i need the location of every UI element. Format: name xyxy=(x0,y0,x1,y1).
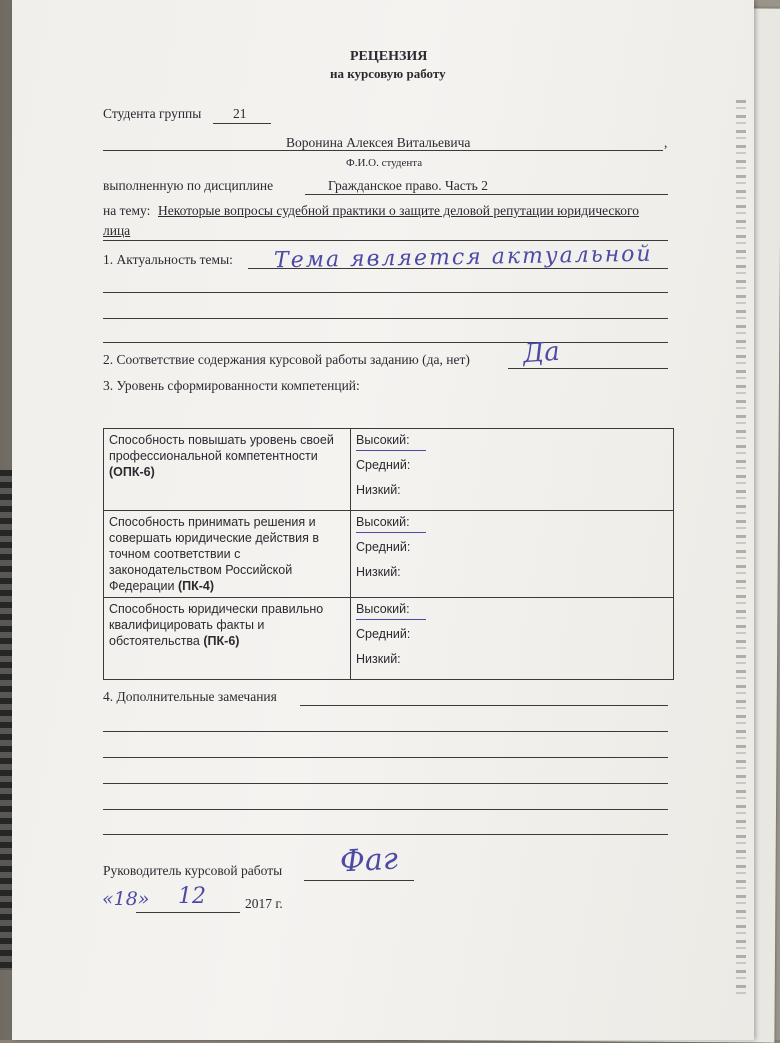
date-year: 2017 г. xyxy=(245,896,283,911)
competency-levels-cell xyxy=(351,511,674,598)
topic-value-line2: лица xyxy=(103,223,131,238)
discipline-label: выполненную по дисциплине xyxy=(103,178,274,193)
student-group-underline xyxy=(213,123,271,124)
item4-blank-line-1 xyxy=(103,731,668,732)
topic-label: на тему: xyxy=(103,203,151,218)
supervisor-label: Руководитель курсовой работы xyxy=(103,863,283,878)
selected-level-mark xyxy=(356,450,426,451)
supervisor-signature-line xyxy=(304,880,414,881)
competency-name: Способность принимать решения и совершать юридические действия в точном соответствии с законодательством Российской Федерации xyxy=(109,515,320,593)
competency-code: (ПК-4) xyxy=(177,579,215,593)
item4-blank-line-4 xyxy=(103,809,668,810)
item4-blank-line-3 xyxy=(103,783,668,784)
competency-name-cell xyxy=(104,598,351,680)
level-high: Высокий: xyxy=(356,514,668,539)
date-month-underline xyxy=(136,912,240,913)
scan-edge-artifact xyxy=(736,100,746,1000)
competency-code: (ПК-6) xyxy=(203,634,240,648)
item1-blank-line-2 xyxy=(103,318,668,319)
competency-row xyxy=(104,429,674,511)
item4-label: 4. Дополнительные замечания xyxy=(103,689,277,704)
item3-label: 3. Уровень сформированности компетенций: xyxy=(103,378,360,393)
level-medium: Средний: xyxy=(356,627,411,641)
competency-name-cell xyxy=(104,429,351,511)
level-medium: Средний: xyxy=(356,458,411,472)
supervisor-signature: Фаг xyxy=(339,841,399,880)
date-day: «18» xyxy=(102,888,150,910)
item4-underline xyxy=(300,705,668,706)
level-high: Высокий: xyxy=(356,432,668,457)
item4-blank-line-2 xyxy=(103,757,668,758)
competency-row xyxy=(104,511,674,598)
date-month: 12 xyxy=(178,884,206,909)
topic-underline xyxy=(103,240,668,241)
selected-level-mark xyxy=(356,619,426,620)
level-low: Низкий: xyxy=(356,652,401,666)
topic-value-line1: Некоторые вопросы судебной практики о защите деловой репутации юридического xyxy=(158,203,639,218)
competency-code: (ОПК-6) xyxy=(109,465,155,479)
item4-blank-line-5 xyxy=(103,834,668,835)
level-low: Низкий: xyxy=(356,483,401,497)
document-subtitle: на курсовую работу xyxy=(330,66,446,81)
competency-name: Способность повышать уровень своей профессиональной компетентности xyxy=(109,433,334,463)
student-name-comma: , xyxy=(664,135,668,150)
item1-blank-line-3 xyxy=(103,342,668,343)
item1-label: 1. Актуальность темы: xyxy=(103,252,233,267)
item2-underline xyxy=(508,368,668,369)
item1-underline xyxy=(248,268,668,269)
item2-label: 2. Соответствие содержания курсовой работы заданию (да, нет) xyxy=(103,352,470,367)
competency-levels-cell xyxy=(351,429,674,511)
selected-level-mark xyxy=(356,532,426,533)
item2-handwritten-answer: Да xyxy=(521,336,561,370)
student-name: Воронина Алексея Витальевича xyxy=(286,135,471,150)
student-group-value: 21 xyxy=(233,106,247,121)
item1-handwritten-answer: Тема является актуальной xyxy=(273,241,653,274)
review-form-sheet xyxy=(12,0,754,1040)
competency-levels-cell xyxy=(351,598,674,680)
competency-name-cell xyxy=(104,511,351,598)
item1-blank-line-1 xyxy=(103,292,668,293)
level-medium: Средний: xyxy=(356,540,411,554)
competency-name: Способность юридически правильно квалифицировать факты и обстоятельства xyxy=(109,602,324,648)
level-high: Высокий: xyxy=(356,601,668,626)
level-low: Низкий: xyxy=(356,565,401,579)
document-title: РЕЦЕНЗИЯ xyxy=(350,49,428,64)
student-group-label: Студента группы xyxy=(103,106,202,121)
student-name-caption: Ф.И.О. студента xyxy=(346,157,423,169)
discipline-value: Гражданское право. Часть 2 xyxy=(328,178,488,193)
competency-row xyxy=(104,598,674,680)
competency-table xyxy=(103,428,674,680)
discipline-underline xyxy=(305,194,668,195)
